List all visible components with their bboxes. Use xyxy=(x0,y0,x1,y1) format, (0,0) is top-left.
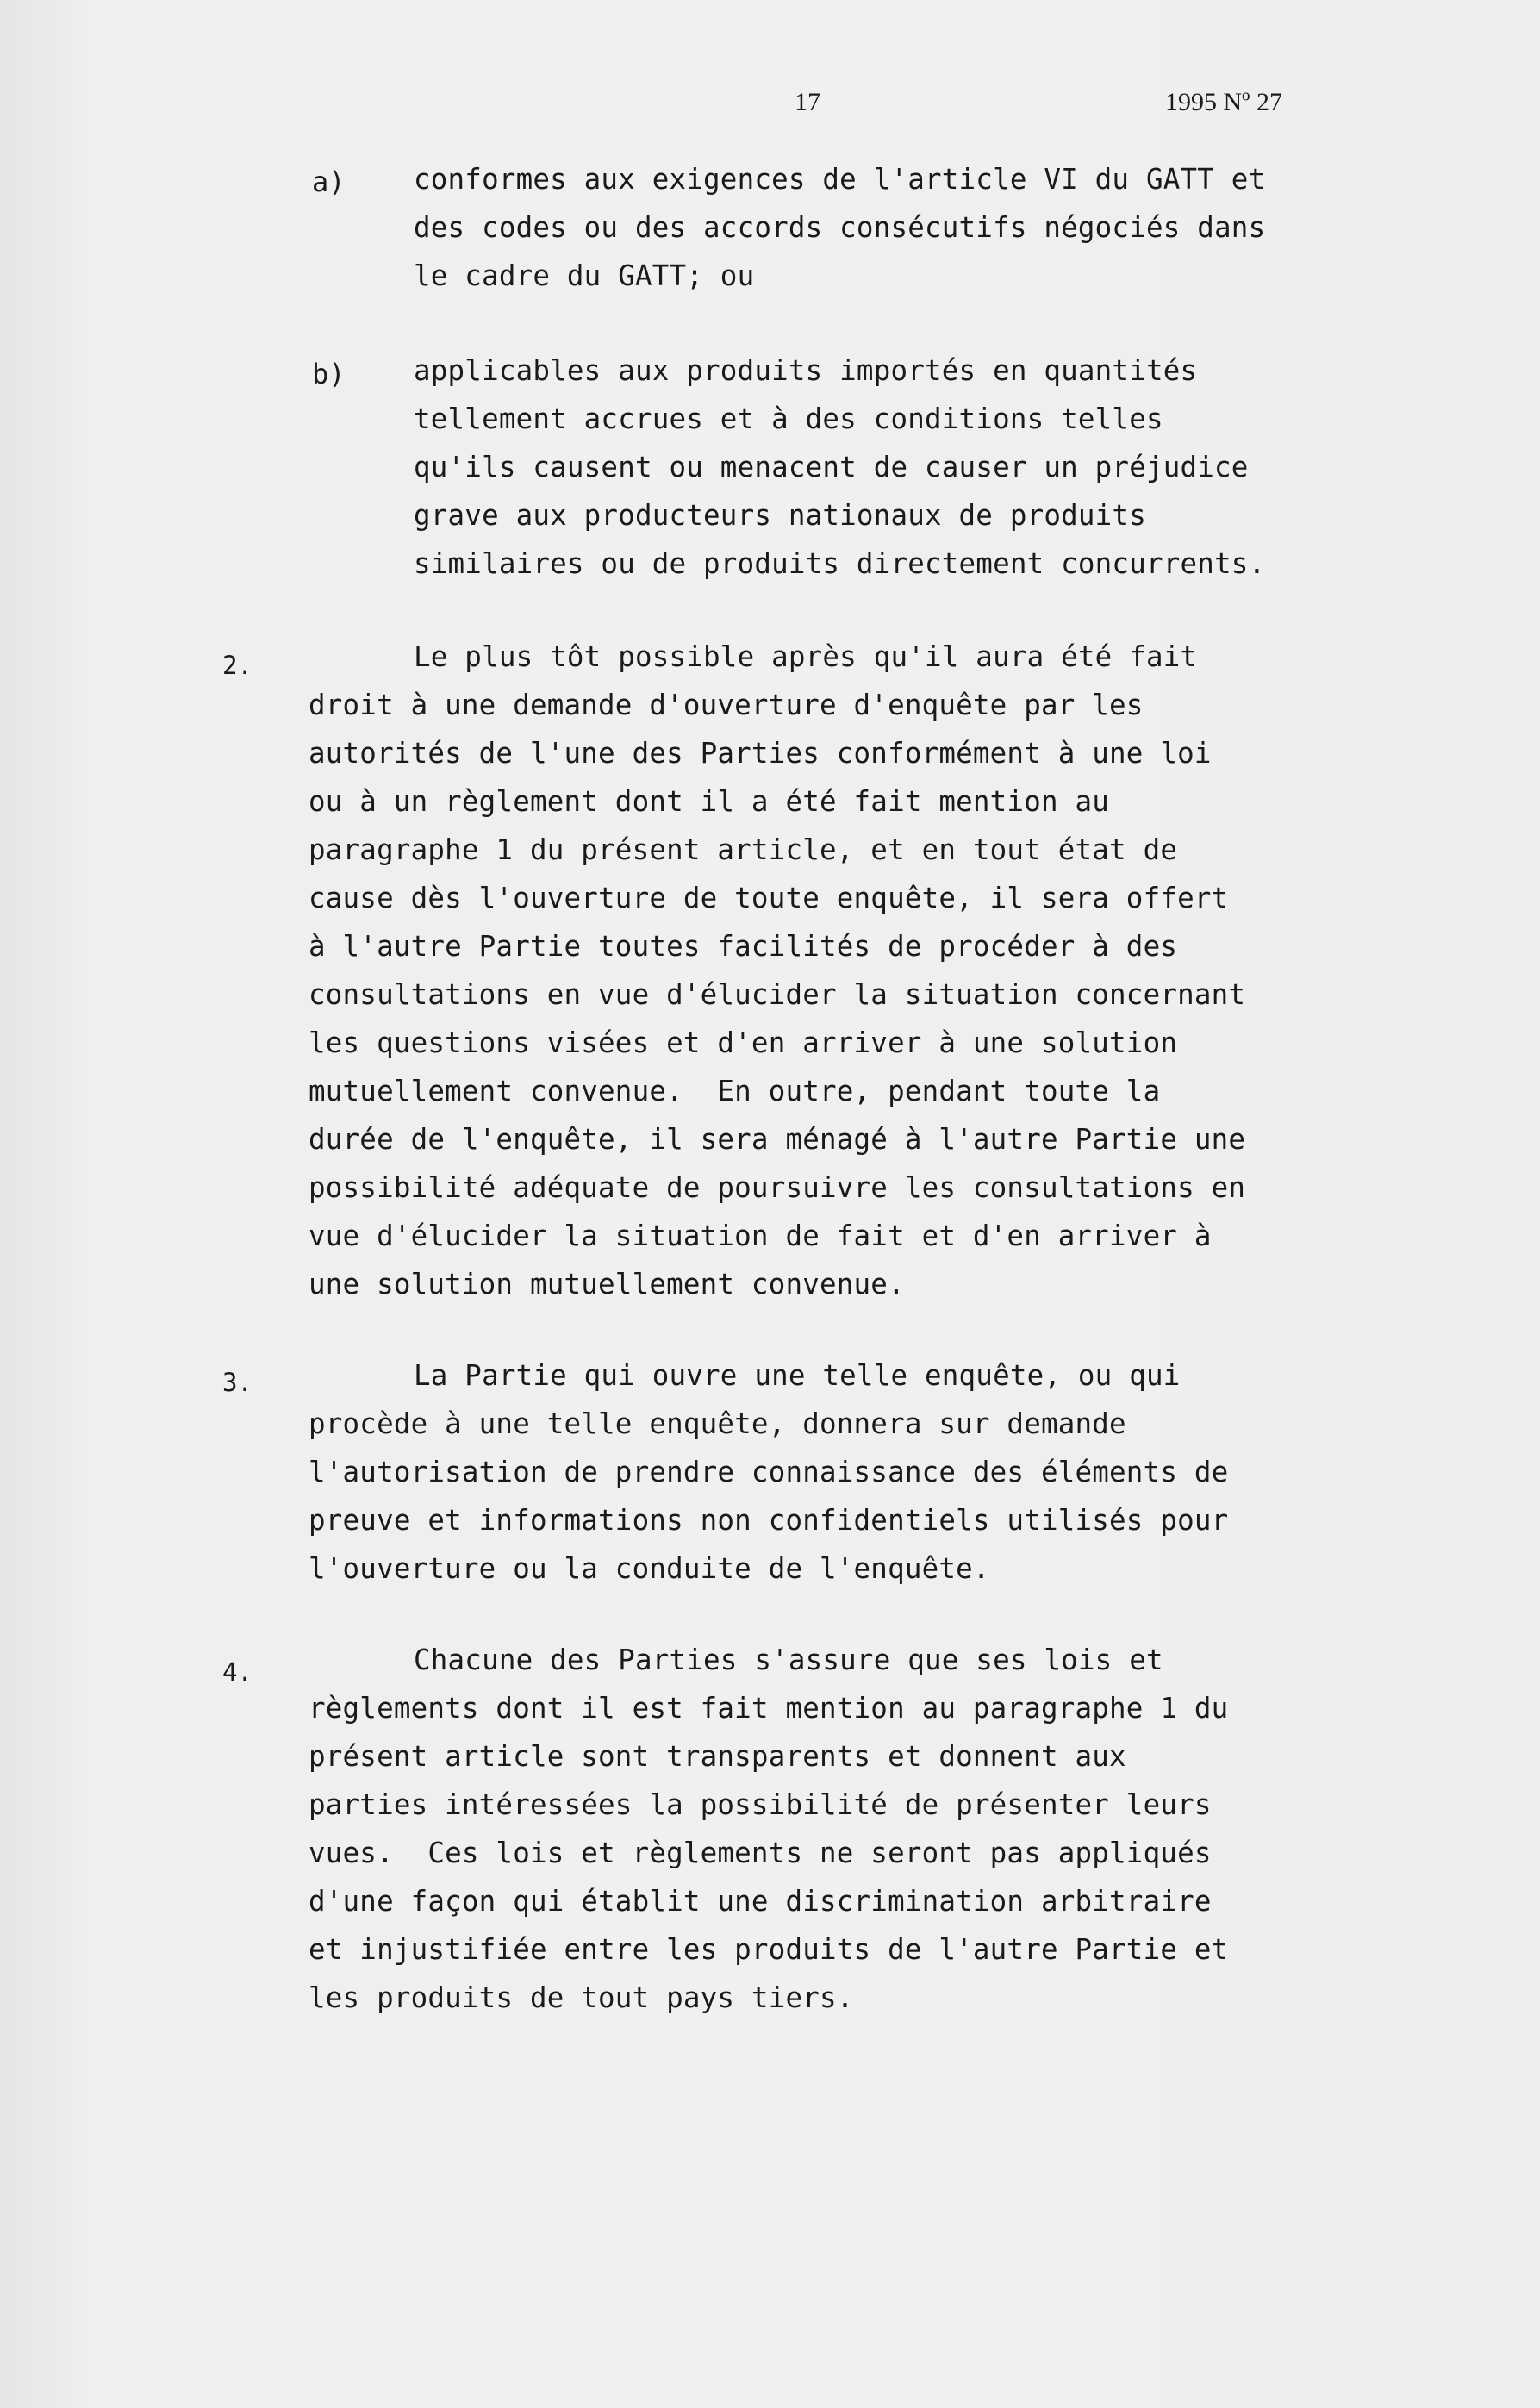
text-line: La Partie qui ouvre une telle enquête, ou qui xyxy=(414,1359,1181,1392)
text-line: présent article sont transparents et donnent aux xyxy=(309,1740,1126,1773)
text-line: les questions visées et d'en arriver à une solution xyxy=(309,1026,1178,1059)
text-line: à l'autre Partie toutes facilités de procéder à des xyxy=(309,930,1178,963)
text-line: des codes ou des accords consécutifs négociés dans xyxy=(414,211,1266,244)
text-line: vue d'élucider la situation de fait et d'en arriver à xyxy=(309,1220,1212,1252)
item-label: b) xyxy=(312,358,346,390)
text-line: mutuellement convenue. En outre, pendant toute la xyxy=(309,1075,1161,1107)
text-line: paragraphe 1 du présent article, et en tout état de xyxy=(309,833,1178,866)
text-line: preuve et informations non confidentiels utilisés pour xyxy=(309,1504,1229,1537)
text-line: vues. Ces lois et règlements ne seront pas appliqués xyxy=(309,1837,1212,1869)
item-label: a) xyxy=(312,165,346,198)
text-line: les produits de tout pays tiers. xyxy=(309,1981,854,2014)
text-line: similaires ou de produits directement concurrents. xyxy=(414,547,1266,580)
text-line: le cadre du GATT; ou xyxy=(414,259,755,292)
text-line: grave aux producteurs nationaux de produits xyxy=(414,499,1146,532)
text-line: conformes aux exigences de l'article VI du GATT et xyxy=(414,163,1266,196)
paragraph-number: 4. xyxy=(222,1657,253,1687)
text-line: qu'ils causent ou menacent de causer un préjudice xyxy=(414,451,1249,483)
text-line: tellement accrues et à des conditions telles xyxy=(414,402,1163,435)
document-reference: 1995 Nº 27 xyxy=(1165,88,1282,116)
text-line: ou à un règlement dont il a été fait mention au xyxy=(309,785,1110,818)
text-line: l'autorisation de prendre connaissance des éléments de xyxy=(309,1456,1229,1488)
paragraph-number: 3. xyxy=(222,1368,253,1397)
text-line: Chacune des Parties s'assure que ses lois et xyxy=(414,1644,1163,1676)
text-line: durée de l'enquête, il sera ménagé à l'autre Partie une xyxy=(309,1123,1246,1156)
text-line: cause dès l'ouverture de toute enquête, il sera offert xyxy=(309,882,1229,914)
text-line: consultations en vue d'élucider la situation concernant xyxy=(309,978,1246,1011)
text-line: droit à une demande d'ouverture d'enquête par les xyxy=(309,689,1144,721)
text-line: règlements dont il est fait mention au paragraphe 1 du xyxy=(309,1692,1229,1725)
page-number: 17 xyxy=(795,88,820,116)
text-line: Le plus tôt possible après qu'il aura été fait xyxy=(414,640,1198,673)
text-line: possibilité adéquate de poursuivre les consultations en xyxy=(309,1171,1246,1204)
text-line: autorités de l'une des Parties conformément à une loi xyxy=(309,737,1212,770)
paragraph-number: 2. xyxy=(222,651,253,680)
text-line: procède à une telle enquête, donnera sur demande xyxy=(309,1407,1126,1440)
text-line: parties intéressées la possibilité de présenter leurs xyxy=(309,1788,1212,1821)
text-line: et injustifiée entre les produits de l'autre Partie et xyxy=(309,1933,1229,1966)
text-line: une solution mutuellement convenue. xyxy=(309,1268,905,1301)
text-line: d'une façon qui établit une discrimination arbitraire xyxy=(309,1885,1212,1918)
text-line: applicables aux produits importés en quantités xyxy=(414,354,1198,387)
text-line: l'ouverture ou la conduite de l'enquête. xyxy=(309,1552,990,1585)
